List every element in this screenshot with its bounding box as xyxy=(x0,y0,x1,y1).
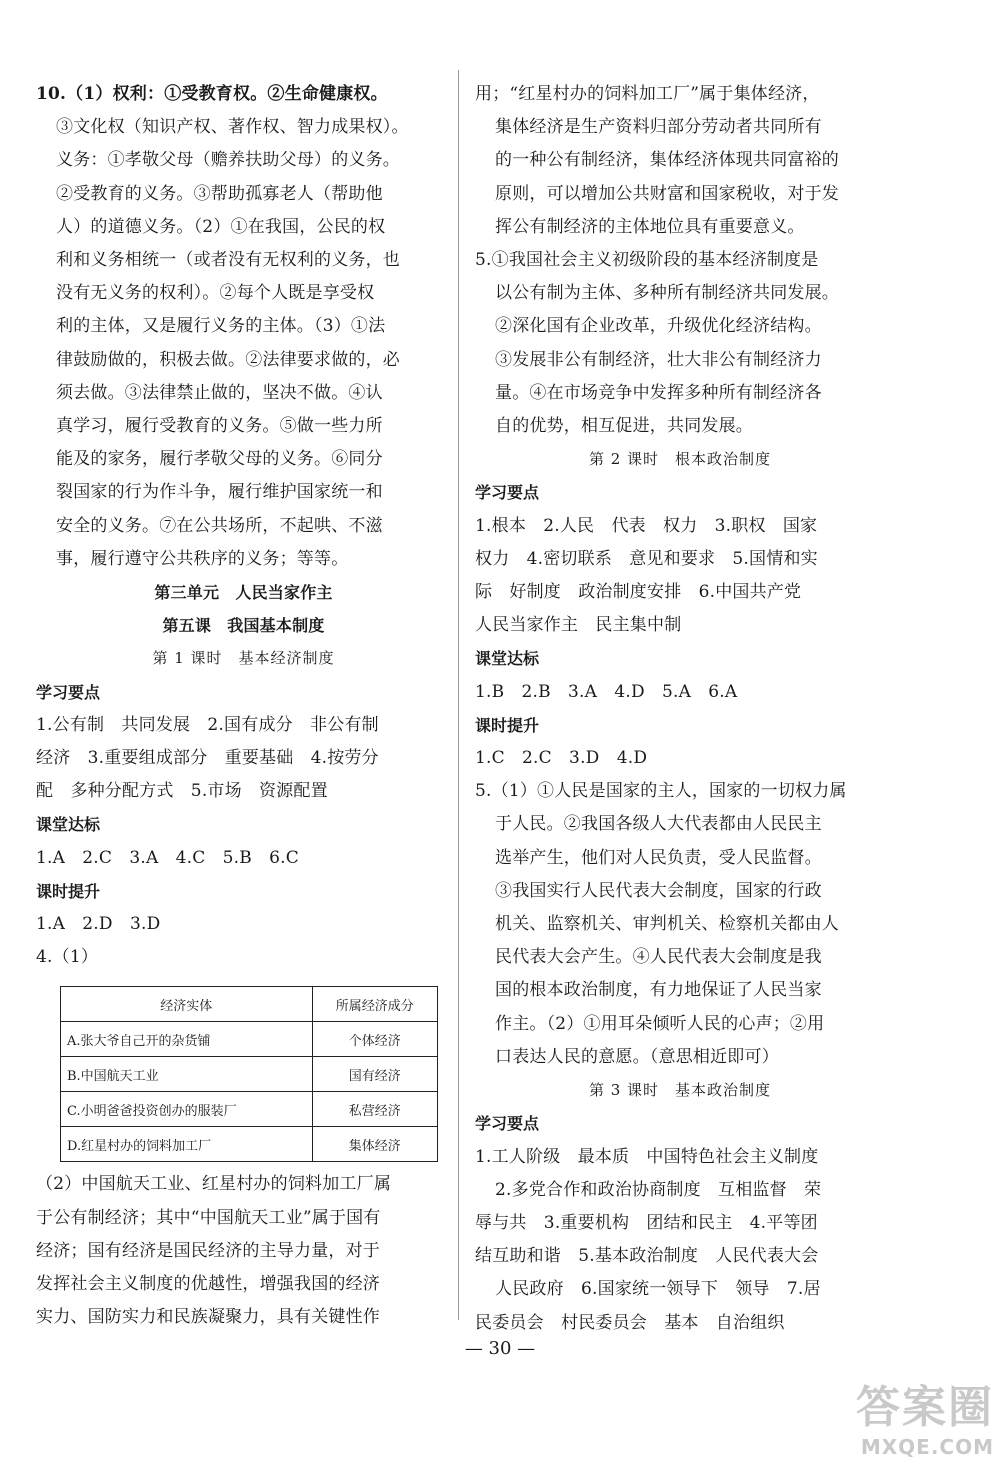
table-header: 所属经济成分 xyxy=(312,987,437,1022)
text-line: 作主。（2）①用耳朵倾听人民的心声；②用 xyxy=(495,1013,825,1034)
right-column xyxy=(475,78,885,1340)
text-line: 于公有制经济；其中“中国航天工业”属于国有 xyxy=(36,1207,381,1228)
page-number: — 30 — xyxy=(464,1338,536,1359)
text-line: ③文化权（知识产权、著作权、智力成果权）。 xyxy=(56,117,409,138)
text-line xyxy=(36,78,451,111)
text-line: 于人民。②我国各级人大代表都由人民民主 xyxy=(495,814,822,835)
text-line: 用；“红星村办的饲料加工厂”属于集体经济， xyxy=(475,84,820,104)
lesson-title: 第五课 我国基本制度 xyxy=(162,616,325,636)
q10-answer xyxy=(36,78,451,576)
text-line: ③发展非公有制经济，壮大非公有制经济力 xyxy=(495,349,822,370)
text-line: ②受教育的义务。③帮助孤寡老人（帮助他 xyxy=(56,183,383,204)
table-cell: B.中国航天工业 xyxy=(61,1057,313,1092)
table-cell: 集体经济 xyxy=(312,1127,437,1162)
section-heading: 课堂达标 xyxy=(36,815,101,835)
section-heading: 课时提升 xyxy=(36,881,101,901)
text-line: 1.根本 2.人民 代表 权力 3.职权 国家 xyxy=(475,515,818,536)
text-line: 能及的家务，履行孝敬父母的义务。⑥同分 xyxy=(56,449,383,470)
text-line: 安全的义务。⑦在公共场所，不起哄、不滋 xyxy=(56,515,383,536)
text-line: 人）的道德义务。（2）①在我国，公民的权 xyxy=(56,216,386,237)
text-line: 以公有制为主体、多种所有制经济共同发展。 xyxy=(495,283,839,304)
unit-title: 第三单元 人民当家作主 xyxy=(154,583,333,603)
text-line: 1.工人阶级 最本质 中国特色社会主义制度 xyxy=(475,1146,819,1167)
text-line: 利和义务相统一（或者没有无权利的义务，也 xyxy=(56,250,400,271)
table-header: 经济实体 xyxy=(61,987,313,1022)
watermark-text: 答案圈 xyxy=(856,1382,994,1433)
answer-line: 1.A 2.C 3.A 4.C 5.B 6.C xyxy=(36,847,299,868)
text-line: 须去做。③法律禁止做的，坚决不做。④认 xyxy=(56,382,383,403)
table-header-row xyxy=(61,987,438,1022)
table-row xyxy=(61,1092,438,1127)
text-line: 国的根本政治制度，有力地保证了人民当家 xyxy=(495,980,822,1001)
text-line: 民代表大会产生。④人民代表大会制度是我 xyxy=(495,947,822,968)
column-divider xyxy=(458,70,459,1320)
text-line: 结互助和谐 5.基本政治制度 人民代表大会 xyxy=(475,1246,819,1267)
text-line: 裂国家的行为作斗争，履行维护国家统一和 xyxy=(56,482,383,503)
section-heading: 课时提升 xyxy=(475,715,540,735)
period-title: 第 2 课时 根本政治制度 xyxy=(588,450,772,469)
text-line: 际 好制度 政治制度安排 6.中国共产党 xyxy=(475,582,802,603)
section-heading: 学习要点 xyxy=(475,483,540,503)
text-line: 义务：①孝敬父母（赡养扶助父母）的义务。 xyxy=(56,150,400,171)
q10-text: 10.（1）权利：①受教育权。②生命健康权。 xyxy=(36,84,388,104)
text-line: 集体经济是生产资料归部分劳动者共同所有 xyxy=(495,117,822,138)
text-line: 量。④在市场竞争中发挥多种所有制经济各 xyxy=(495,382,822,403)
text-line: （2）中国航天工业、红星村办的饲料加工厂属 xyxy=(36,1174,392,1195)
text-line: 民委员会 村民委员会 基本 自治组织 xyxy=(475,1312,785,1333)
text-line: 权力 4.密切联系 意见和要求 5.国情和实 xyxy=(475,548,818,569)
text-line: 经济；国有经济是国民经济的主导力量，对于 xyxy=(36,1240,380,1261)
text-line: 人民政府 6.国家统一领导下 领导 7.居 xyxy=(495,1279,821,1300)
text-line: 人民当家作主 民主集中制 xyxy=(475,615,682,636)
text-line: 律鼓励做的，积极去做。②法律要求做的，必 xyxy=(56,349,400,370)
text-line: 实力、国防实力和民族凝聚力，具有关键性作 xyxy=(36,1307,380,1328)
text-line: 配 多种分配方式 5.市场 资源配置 xyxy=(36,781,328,802)
text-line: 事，履行遵守公共秩序的义务；等等。 xyxy=(56,548,349,569)
section-heading: 学习要点 xyxy=(36,682,101,702)
table-row xyxy=(61,1022,438,1057)
text-line: 原则，可以增加公共财富和国家税收，对于发 xyxy=(495,183,839,204)
table-cell: D.红星村办的饲料加工厂 xyxy=(61,1127,313,1162)
text-line: 发挥社会主义制度的优越性，增强我国的经济 xyxy=(36,1274,380,1295)
text-line: 2.多党合作和政治协商制度 互相监督 荣 xyxy=(495,1179,822,1200)
period-title: 第 3 课时 基本政治制度 xyxy=(588,1081,772,1100)
text-line: 口表达人民的意愿。（意思相近即可） xyxy=(495,1046,779,1067)
text-line: 经济 3.重要组成部分 重要基础 4.按劳分 xyxy=(36,748,379,769)
text-line: 真学习，履行受教育的义务。⑤做一些力所 xyxy=(56,416,383,437)
left-column xyxy=(36,78,451,1335)
text-line: 辱与共 3.重要机构 团结和民主 4.平等团 xyxy=(475,1212,818,1233)
text-line: 5.①我国社会主义初级阶段的基本经济制度是 xyxy=(475,250,819,271)
answer-line: 1.A 2.D 3.D xyxy=(36,914,161,935)
section-heading: 学习要点 xyxy=(475,1114,540,1134)
text-line: 1.公有制 共同发展 2.国有成分 非公有制 xyxy=(36,714,379,735)
table-cell: A.张大爷自己开的杂货铺 xyxy=(61,1022,313,1057)
table-row xyxy=(61,1127,438,1162)
table-cell: 个体经济 xyxy=(312,1022,437,1057)
text-line: ②深化国有企业改革，升级优化经济结构。 xyxy=(495,316,822,337)
text-line: 自的优势，相互促进，共同发展。 xyxy=(495,416,753,437)
period-title: 第 1 课时 基本经济制度 xyxy=(152,649,335,668)
section-heading: 课堂达标 xyxy=(475,649,540,669)
text-line: 5.（1）①人民是国家的主人，国家的一切权力属 xyxy=(475,781,847,802)
text-line: 利的主体，又是履行义务的主体。（3）①法 xyxy=(56,316,386,337)
q4-label: 4.（1） xyxy=(36,947,99,968)
text-line: 的一种公有制经济，集体经济体现共同富裕的 xyxy=(495,150,839,171)
table-cell: 国有经济 xyxy=(312,1057,437,1092)
text-line: 机关、监察机关、审判机关、检察机关都由人 xyxy=(495,914,839,935)
table-cell: C.小明爸爸投资创办的服装厂 xyxy=(61,1092,313,1127)
text-line: 挥公有制经济的主体地位具有重要意义。 xyxy=(495,216,805,237)
text-line: ③我国实行人民代表大会制度，国家的行政 xyxy=(495,880,822,901)
table-row xyxy=(61,1057,438,1092)
watermark-logo xyxy=(856,1371,994,1459)
table-cell: 私营经济 xyxy=(312,1092,437,1127)
answer-line: 1.C 2.C 3.D 4.D xyxy=(475,748,648,769)
text-line: 没有无义务的权利）。②每个人既是享受权 xyxy=(56,283,375,304)
economy-table xyxy=(60,986,438,1162)
answer-line: 1.B 2.B 3.A 4.D 5.A 6.A xyxy=(475,681,738,702)
watermark-url: MXQE.COM xyxy=(860,1435,994,1459)
text-line: 选举产生，他们对人民负责，受人民监督。 xyxy=(495,847,822,868)
